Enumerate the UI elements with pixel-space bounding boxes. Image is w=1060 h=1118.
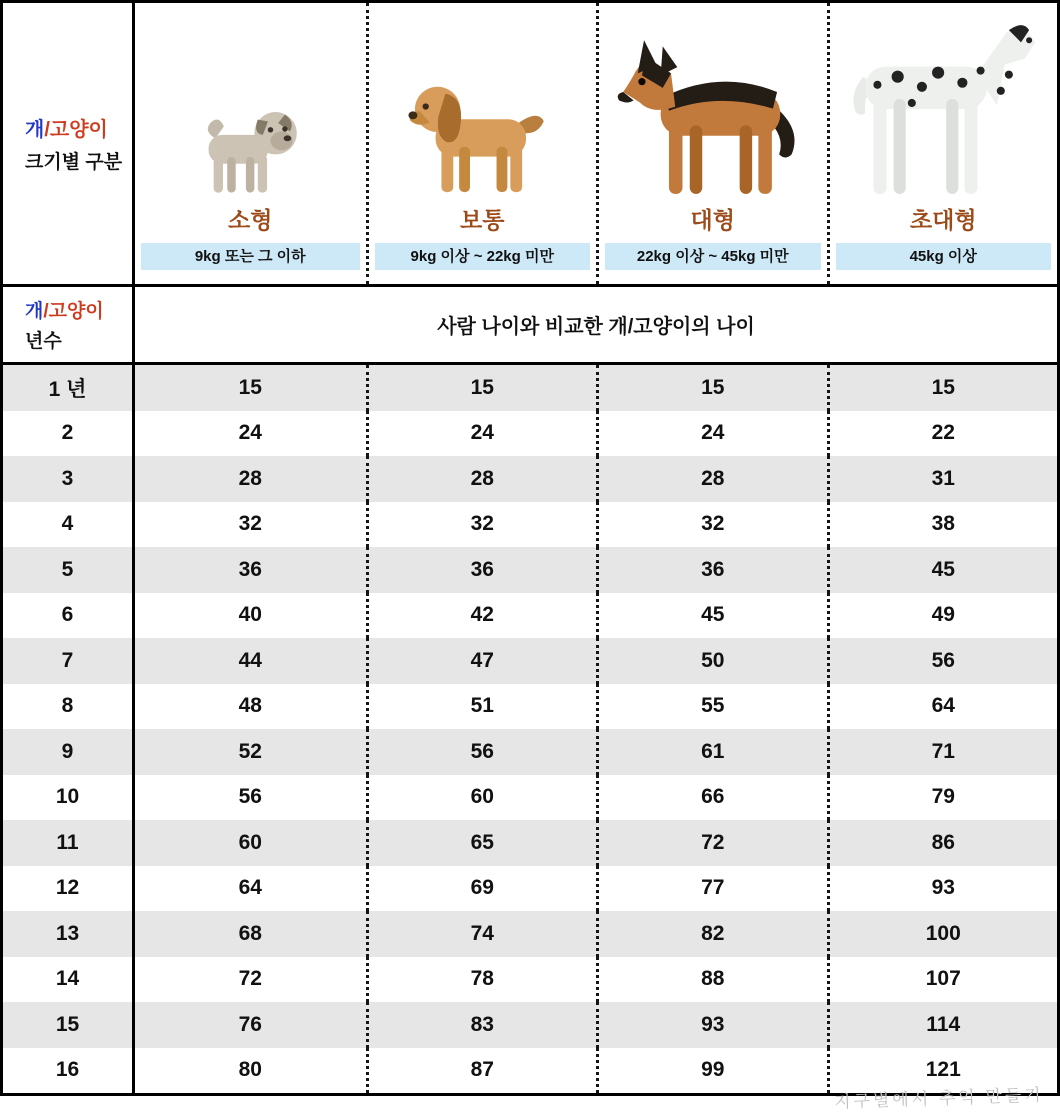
year-label: 10 <box>3 775 135 821</box>
table-row <box>3 365 1057 411</box>
age-value: 100 <box>827 911 1058 957</box>
age-value: 79 <box>827 775 1058 821</box>
age-value: 15 <box>596 365 827 411</box>
age-value: 28 <box>238 466 262 490</box>
size-classification-label <box>3 3 135 284</box>
age-value: 52 <box>238 739 262 763</box>
dog-cat-title <box>25 296 132 323</box>
extra-large-dog-art <box>837 8 1049 196</box>
age-value: 121 <box>827 1048 1058 1094</box>
age-value: 51 <box>366 684 597 730</box>
table-row <box>3 593 1057 639</box>
weight-range-badge: 9kg 또는 그 이하 <box>141 243 360 270</box>
age-value: 61 <box>596 729 827 775</box>
dog-cat-title <box>25 113 132 142</box>
category-name: 보통 <box>460 207 505 233</box>
age-value: 93 <box>596 1002 827 1048</box>
watermark: 지구별에서 추억 만들기 <box>834 1085 1045 1112</box>
age-value: 36 <box>596 547 827 593</box>
dog-label: 개 <box>25 119 45 141</box>
age-value: 32 <box>238 512 262 536</box>
age-value: 76 <box>238 1012 262 1036</box>
age-value: 68 <box>238 921 262 945</box>
age-value: 24 <box>366 411 597 457</box>
age-value: 69 <box>366 866 597 912</box>
table-row <box>3 684 1057 730</box>
table-row <box>3 502 1057 548</box>
table-row <box>3 411 1057 457</box>
weight-range-badge: 9kg 이상 ~ 22kg 미만 <box>375 243 591 270</box>
table-row <box>3 729 1057 775</box>
age-value: 87 <box>366 1048 597 1094</box>
age-value: 15 <box>238 375 262 399</box>
age-value: 40 <box>238 603 262 627</box>
category-extra-large <box>827 3 1058 284</box>
cocker-spaniel-icon <box>408 74 556 196</box>
age-value: 15 <box>827 365 1058 411</box>
age-value: 24 <box>238 421 262 445</box>
small-dog-art <box>195 8 305 196</box>
dog-label: 개 <box>25 301 44 322</box>
age-value: 56 <box>827 638 1058 684</box>
age-value: 78 <box>366 957 597 1003</box>
table-row <box>3 911 1057 957</box>
category-small <box>135 3 366 284</box>
size-classification-subtitle: 크기별 구분 <box>25 152 123 173</box>
table-row <box>3 456 1057 502</box>
years-subtitle: 년수 <box>25 331 62 352</box>
year-label: 6 <box>3 593 135 639</box>
age-value: 55 <box>596 684 827 730</box>
age-value: 71 <box>827 729 1058 775</box>
large-dog-art <box>617 8 809 196</box>
age-value: 64 <box>827 684 1058 730</box>
age-value: 60 <box>238 830 262 854</box>
table-row <box>3 957 1057 1003</box>
age-value: 47 <box>366 638 597 684</box>
age-value: 72 <box>238 967 262 991</box>
year-label: 4 <box>3 502 135 548</box>
year-label: 16 <box>3 1048 135 1094</box>
age-value: 49 <box>827 593 1058 639</box>
comparison-title: 사람 나이와 비교한 개/고양이의 나이 <box>437 316 755 338</box>
age-value: 60 <box>366 775 597 821</box>
year-label: 1 년 <box>3 365 135 411</box>
age-value: 48 <box>238 694 262 718</box>
great-dane-icon <box>837 14 1049 196</box>
age-value: 28 <box>596 456 827 502</box>
table-row <box>3 775 1057 821</box>
year-label: 3 <box>3 456 135 502</box>
age-value: 38 <box>827 502 1058 548</box>
age-value: 83 <box>366 1002 597 1048</box>
age-value: 114 <box>827 1002 1058 1048</box>
age-value: 56 <box>238 785 262 809</box>
age-value: 88 <box>596 957 827 1003</box>
medium-dog-art <box>408 8 556 196</box>
year-label: 12 <box>3 866 135 912</box>
category-name: 대형 <box>690 207 735 233</box>
age-value: 42 <box>366 593 597 639</box>
cat-label: /고양이 <box>43 301 104 322</box>
year-label: 11 <box>3 820 135 866</box>
size-header-row <box>3 3 1057 287</box>
age-value: 107 <box>827 957 1058 1003</box>
age-value: 99 <box>596 1048 827 1094</box>
table-row <box>3 547 1057 593</box>
age-value: 15 <box>366 365 597 411</box>
table-row <box>3 638 1057 684</box>
table-row <box>3 1002 1057 1048</box>
age-value: 36 <box>238 557 262 581</box>
age-value: 72 <box>596 820 827 866</box>
category-medium <box>366 3 597 284</box>
pug-icon <box>195 101 305 196</box>
weight-range-badge: 22kg 이상 ~ 45kg 미만 <box>605 243 821 270</box>
age-value: 77 <box>596 866 827 912</box>
age-value: 45 <box>827 547 1058 593</box>
age-value: 80 <box>238 1058 262 1082</box>
age-value: 44 <box>238 648 262 672</box>
age-value: 32 <box>366 502 597 548</box>
age-value: 93 <box>827 866 1058 912</box>
age-value: 31 <box>827 456 1058 502</box>
age-value: 56 <box>366 729 597 775</box>
age-value: 65 <box>366 820 597 866</box>
comparison-header-row <box>3 287 1057 365</box>
year-label: 2 <box>3 411 135 457</box>
category-name: 소형 <box>228 207 273 233</box>
year-label: 14 <box>3 957 135 1003</box>
age-value: 45 <box>596 593 827 639</box>
age-value: 50 <box>596 638 827 684</box>
cat-label: /고양이 <box>44 119 108 141</box>
age-value: 64 <box>238 876 262 900</box>
year-label: 5 <box>3 547 135 593</box>
age-value: 36 <box>366 547 597 593</box>
year-label: 9 <box>3 729 135 775</box>
weight-range-badge: 45kg 이상 <box>836 243 1052 270</box>
age-value: 28 <box>366 456 597 502</box>
year-label: 8 <box>3 684 135 730</box>
german-shepherd-icon <box>617 38 809 196</box>
year-label: 13 <box>3 911 135 957</box>
year-label: 15 <box>3 1002 135 1048</box>
year-label: 7 <box>3 638 135 684</box>
table-row <box>3 820 1057 866</box>
category-large <box>596 3 827 284</box>
category-name: 초대형 <box>909 207 977 233</box>
age-value: 24 <box>596 411 827 457</box>
age-table-body <box>3 365 1057 1093</box>
table-row <box>3 866 1057 912</box>
age-value: 32 <box>596 502 827 548</box>
years-label <box>3 287 135 362</box>
age-value: 22 <box>827 411 1058 457</box>
age-value: 74 <box>366 911 597 957</box>
age-value: 82 <box>596 911 827 957</box>
age-value: 86 <box>827 820 1058 866</box>
age-value: 66 <box>596 775 827 821</box>
